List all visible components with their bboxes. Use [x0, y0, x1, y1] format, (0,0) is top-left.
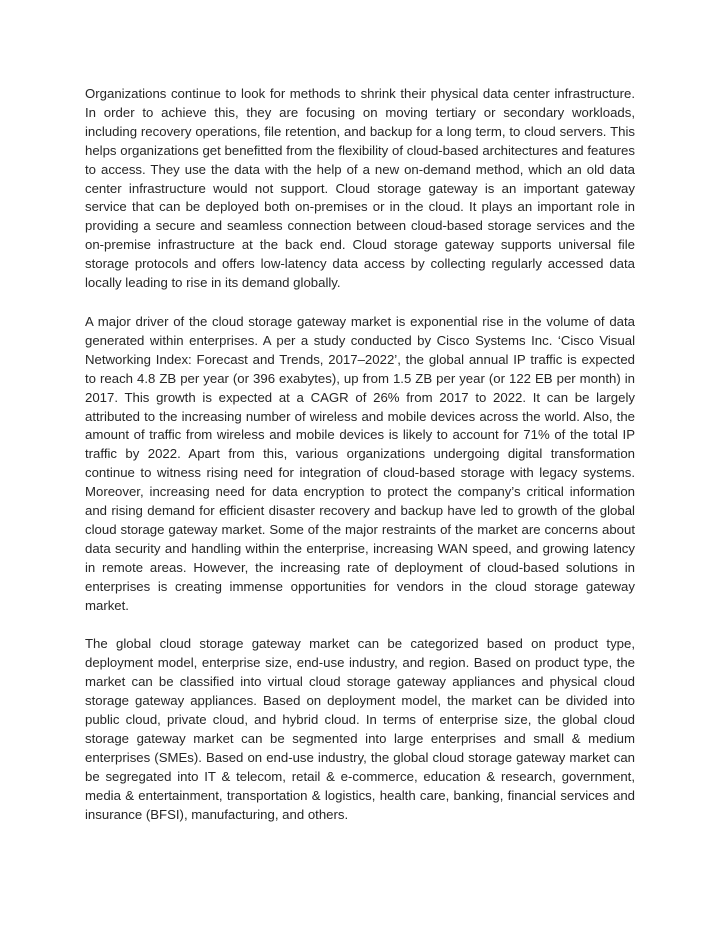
document-body	[85, 85, 635, 825]
paragraph-intro: Organizations continue to look for methods to shrink their physical data center infrastructure. In order to achieve this, they are focusing on moving tertiary or secondary workloads, including recovery operations, file retention, and backup for a long term, to cloud servers. This helps organizations get benefitted from the flexibility of cloud-based architectures and features to access. They use the data with the help of a new on-demand method, which an old data center infrastructure would not support. Cloud storage gateway is an important gateway service that can be deployed both on-premises or in the cloud. It plays an important role in providing a secure and seamless connection between cloud-based storage services and the on-premise infrastructure at the back end. Cloud storage gateway supports universal file storage protocols and offers low-latency data access by collecting regularly accessed data locally leading to rise in its demand globally.	[85, 86, 635, 291]
paragraph-market-drivers: A major driver of the cloud storage gateway market is exponential rise in the volume of data generated within enterprises. A per a study conducted by Cisco Systems Inc. ‘Cisco Visual Networking Index: Forecast and Trends, 2017–2022’, the global annual IP traffic is expected to reach 4.8 ZB per year (or 396 exabytes), up from 1.5 ZB per year (or 122 EB per month) in 2017. This growth is expected at a CAGR of 26% from 2017 to 2022. It can be largely attributed to the increasing number of wireless and mobile devices across the world. Also, the amount of traffic from wireless and mobile devices is likely to account for 71% of the total IP traffic by 2022. Apart from this, various organizations undergoing digital transformation continue to witness rising need for integration of cloud-based storage with legacy systems. Moreover, increasing need for data encryption to protect the company’s critical information and rising demand for efficient disaster recovery and backup have led to growth of the global cloud storage gateway market. Some of the major restraints of the market are concerns about data security and handling within the enterprise, increasing WAN speed, and growing latency in remote areas. However, the increasing rate of deployment of cloud-based solutions in enterprises is creating immense opportunities for vendors in the cloud storage gateway market.	[85, 313, 635, 613]
paragraph-market-segmentation: The global cloud storage gateway market can be categorized based on product type, deployment model, enterprise size, end-use industry, and region. Based on product type, the market can be classified into virtual cloud storage gateway appliances and physical cloud storage gateway appliances. Based on deployment model, the market can be divided into public cloud, private cloud, and hybrid cloud. In terms of enterprise size, the global cloud storage gateway market can be segmented into large enterprises and small & medium enterprises (SMEs). Based on end-use industry, the global cloud storage gateway market can be segregated into IT & telecom, retail & e-commerce, education & research, government, media & entertainment, transportation & logistics, health care, banking, financial services and insurance (BFSI), manufacturing, and others.	[85, 636, 635, 822]
